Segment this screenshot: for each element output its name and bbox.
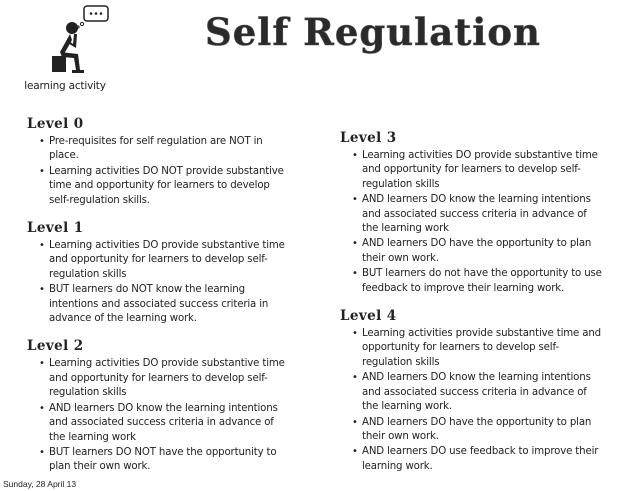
level-3-heading: Level 3 (340, 130, 397, 146)
level-1-list (27, 239, 289, 326)
level-0-list (27, 135, 289, 208)
level-4-heading: Level 4 (340, 308, 397, 325)
level-3-list (340, 149, 602, 296)
level-2-section (27, 338, 289, 474)
level-0-heading: Level 0 (27, 116, 84, 132)
level-1-section (27, 220, 289, 326)
list-item: • Learning activities DO provide substantive time and opportunity for learners to develop self-regulation skills (352, 149, 602, 192)
list-item: • Pre-requisites for self regulation are NOT in place. (39, 135, 289, 164)
list-item: • AND learners DO have the opportunity to plan their own work. (352, 237, 602, 266)
footer-date: Sunday, 28 April 13 (3, 479, 77, 489)
thinker-icon (46, 4, 116, 78)
level-4-section (340, 308, 602, 474)
list-item: • AND learners DO know the learning intentions and associated success criteria in advance of the learning work (39, 402, 289, 445)
right-column (340, 130, 602, 486)
left-column (27, 116, 289, 487)
list-item: • Learning activities DO provide substantive time and opportunity for learners to develop self-regulation skills (39, 357, 289, 400)
level-2-heading: Level 2 (27, 338, 84, 355)
list-item: • Learning activities DO provide substantive time and opportunity for learners to develop self-regulation skills (39, 239, 289, 282)
level-0-section (27, 116, 289, 208)
logo-caption: learning activity (24, 80, 106, 92)
list-item: • Learning activities provide substantive time and opportunity for learners to develop self-regulation skills (352, 327, 602, 370)
page-title: Self Regulation (205, 10, 541, 54)
list-item: • BUT learners do NOT know the learning intentions and associated success criteria in advance of the learning work. (39, 283, 289, 326)
list-item: • AND learners DO use feedback to improve their learning work. (352, 445, 602, 474)
level-4-list (340, 327, 602, 474)
list-item: • AND learners DO know the learning intentions and associated success criteria in advance of the learning work. (352, 371, 602, 414)
list-item: • AND learners DO have the opportunity to plan their own work. (352, 416, 602, 445)
list-item: • BUT learners do not have the opportunity to use feedback to improve their learning work. (352, 267, 602, 296)
logo (10, 4, 120, 96)
list-item: • AND learners DO know the learning intentions and associated success criteria in advance of the learning work (352, 193, 602, 236)
level-1-heading: Level 1 (27, 220, 84, 237)
level-2-list (27, 357, 289, 474)
list-item: • Learning activities DO NOT provide substantive time and opportunity for learners to develop self-regulation skills. (39, 165, 289, 208)
list-item: • BUT learners DO NOT have the opportunity to plan their own work. (39, 446, 289, 475)
level-3-section (340, 130, 602, 296)
